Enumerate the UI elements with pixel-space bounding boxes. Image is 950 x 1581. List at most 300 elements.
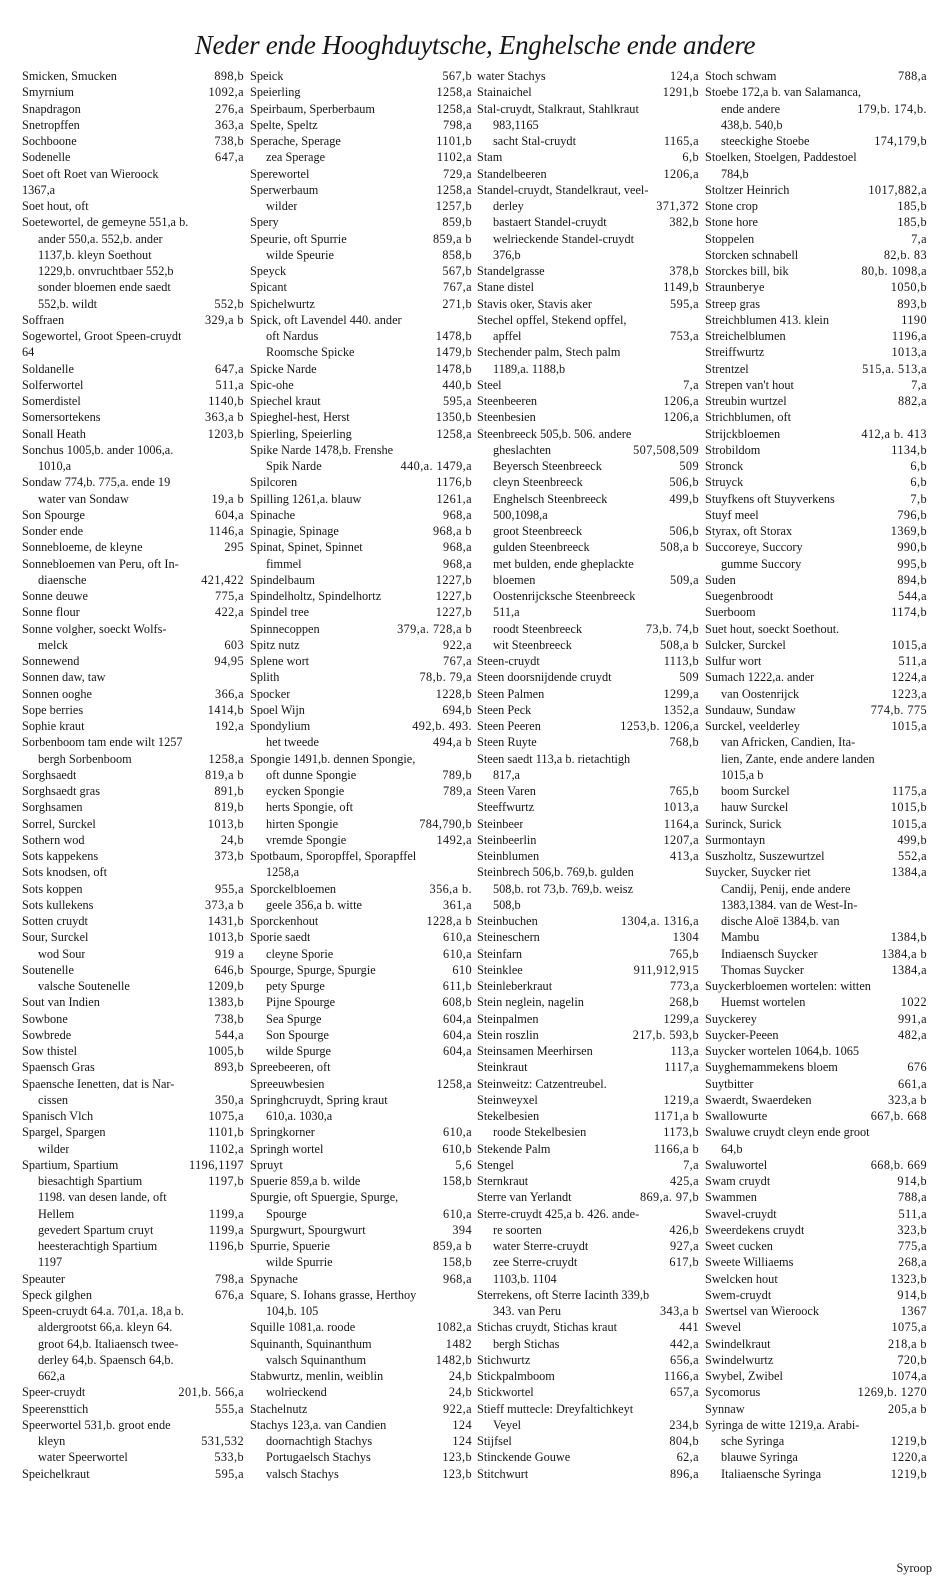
entry-term: 500,1098,a: [493, 507, 548, 522]
entry-term: Swem-cruydt: [705, 1287, 772, 1302]
entry-term: Sorbenboom tam ende wilt 1257: [22, 735, 183, 750]
entry-page-ref: 506,b: [669, 524, 699, 538]
index-entry: [477, 718, 699, 734]
entry-term: Sowbone: [22, 1011, 68, 1026]
entry-page-ref: 179,b. 174,b.: [857, 101, 927, 116]
index-entry: [22, 117, 244, 133]
index-entry: [705, 653, 927, 669]
entry-term: Steinbrech 506,b. 769,b. gulden: [477, 865, 634, 880]
index-entry: [250, 279, 472, 295]
index-entry: [250, 881, 472, 897]
index-entry: [250, 572, 472, 588]
index-entry: [250, 669, 472, 685]
index-entry: [477, 1368, 699, 1384]
entry-term: Sodenelle: [22, 150, 71, 165]
entry-page-ref: 667,b. 668: [870, 1109, 927, 1123]
entry-term: sonder bloemen ende saedt: [38, 280, 171, 295]
entry-page-ref: 610,a: [443, 1125, 472, 1140]
index-entry: [477, 1466, 699, 1482]
index-entry: [250, 799, 472, 815]
entry-page-ref: 1015,a: [891, 637, 927, 652]
entry-page-ref: 1482: [445, 1336, 472, 1351]
entry-term: 1103,b. 1104: [493, 1271, 557, 1286]
entry-page-ref: 819,b: [214, 800, 244, 815]
entry-page-ref: 1261,a: [436, 491, 472, 506]
index-entry: [705, 1043, 927, 1059]
index-entry: [705, 312, 927, 328]
index-entry: [477, 1206, 699, 1222]
index-entry: [250, 686, 472, 702]
index-entry: [477, 1027, 699, 1043]
index-entry: [477, 312, 699, 328]
index-entry: [477, 799, 699, 815]
entry-term: Stainaichel: [477, 85, 532, 100]
entry-page-ref: 611,b: [442, 979, 472, 993]
entry-page-ref: 24,b: [220, 832, 244, 847]
entry-term: Stijfsel: [477, 1434, 512, 1448]
index-entry: [250, 913, 472, 929]
entry-term: Swindelkraut: [705, 1336, 771, 1351]
entry-page-ref: 991,a: [898, 1011, 927, 1026]
index-entry: [250, 393, 472, 409]
index-entry: [250, 1433, 472, 1449]
index-entry: [477, 393, 699, 409]
index-entry: [705, 1108, 927, 1124]
entry-term: Sots kappekens: [22, 849, 99, 863]
entry-term: Sweete Williaems: [705, 1255, 794, 1270]
entry-page-ref: 1384,b: [890, 930, 927, 945]
entry-term: melck: [38, 637, 69, 652]
entry-term: Surckel, veelderley: [705, 719, 800, 733]
entry-term: Strepen van't hout: [705, 377, 794, 392]
index-entry: [22, 1303, 244, 1319]
entry-page-ref: 507,508,509: [633, 442, 699, 457]
entry-term: fimmel: [266, 556, 302, 571]
index-entry: [22, 1238, 244, 1254]
entry-page-ref: 911,912,915: [633, 962, 699, 977]
entry-page-ref: 1224,a: [891, 670, 927, 685]
entry-term: sche Syringa: [721, 1434, 785, 1448]
index-entry: [477, 556, 699, 572]
entry-term: Sochboone: [22, 134, 77, 148]
entry-term: Sots kullekens: [22, 897, 94, 912]
entry-page-ref: 968,a b: [432, 524, 472, 538]
entry-term: Stein roszlin: [477, 1027, 539, 1042]
index-entry: [22, 702, 244, 718]
entry-term: 1383,1384. van de West-In-: [721, 897, 858, 912]
entry-term: bloemen: [493, 572, 536, 587]
entry-term: Sperewortel: [250, 166, 310, 181]
index-entry: [250, 1271, 472, 1287]
index-entry: [705, 296, 927, 312]
index-entry: [477, 68, 699, 84]
entry-page-ref: 646,b: [214, 962, 244, 977]
entry-page-ref: 1140,b: [208, 394, 244, 408]
entry-page-ref: 1367: [900, 1304, 927, 1318]
entry-page-ref: 382,b: [669, 215, 699, 230]
entry-term: Streiffwurtz: [705, 345, 765, 360]
index-entry: [477, 1157, 699, 1173]
index-entry: [477, 978, 699, 994]
entry-page-ref: 552,b: [214, 296, 244, 311]
entry-term: 64: [22, 345, 35, 360]
entry-term: wilder: [266, 199, 298, 213]
index-entry: [477, 133, 699, 149]
index-entry: [705, 881, 927, 897]
entry-page-ref: 1304,a. 1316,a: [620, 914, 699, 928]
entry-term: Steenbreeck 505,b. 506. andere: [477, 426, 632, 441]
index-entry: [22, 832, 244, 848]
entry-page-ref: 894,b: [897, 572, 927, 587]
entry-page-ref: 1228,a b: [426, 914, 472, 928]
index-entry: [250, 474, 472, 490]
entry-term: Stechender palm, Stech palm: [477, 345, 621, 360]
index-entry: [477, 1449, 699, 1465]
index-entry: [705, 783, 927, 799]
index-entry: [477, 166, 699, 182]
index-entry: [22, 994, 244, 1010]
entry-page-ref: 610,a: [443, 1206, 472, 1221]
entry-page-ref: 768,b: [669, 735, 699, 750]
entry-page-ref: 656,a: [670, 1352, 699, 1367]
index-entry: [705, 1157, 927, 1173]
entry-term: Streep gras: [705, 296, 760, 311]
index-entry: [250, 767, 472, 783]
index-entry: [22, 458, 244, 474]
entry-page-ref: 350,a: [215, 1092, 244, 1107]
index-entry: [22, 1124, 244, 1140]
entry-term: Steinpalmen: [477, 1011, 539, 1026]
index-entry: [705, 166, 927, 182]
index-entry: [705, 458, 927, 474]
entry-page-ref: 158,b: [442, 1174, 472, 1188]
entry-page-ref: 668,b. 669: [870, 1157, 927, 1172]
entry-page-ref: 1258,a: [436, 101, 472, 116]
entry-page-ref: 1227,b: [435, 589, 472, 603]
entry-term: 1189,a. 1188,b: [493, 361, 566, 376]
entry-term: Enghelsch Steenbreeck: [493, 491, 608, 506]
entry-term: Snetropffen: [22, 117, 80, 132]
entry-term: Sonnebloemen van Peru, oft In-: [22, 556, 179, 571]
entry-page-ref: 1005,b: [207, 1044, 244, 1058]
entry-page-ref: 1164,a: [663, 816, 699, 831]
entry-term: met bulden, ende gheplackte: [493, 556, 634, 571]
index-entry: [250, 296, 472, 312]
index-entry: [705, 1401, 927, 1417]
index-entry: [250, 718, 472, 734]
entry-term: derley 64,b. Spaensch 64,b.: [38, 1352, 174, 1367]
index-entry: [250, 751, 472, 767]
entry-term: hirten Spongie: [266, 816, 339, 831]
index-entry: [250, 312, 472, 328]
entry-page-ref: 789,b: [442, 767, 472, 782]
entry-term: valsch Squinanthum: [266, 1352, 367, 1367]
index-entry: [22, 1287, 244, 1303]
entry-term: Steinkraut: [477, 1060, 528, 1075]
entry-term: Steineschern: [477, 930, 540, 945]
entry-term: Soffraen: [22, 312, 65, 327]
entry-term: diaensche: [38, 572, 87, 587]
entry-page-ref: 1227,b: [435, 572, 472, 587]
entry-term: 662,a: [38, 1369, 65, 1383]
entry-page-ref: 1146,a: [208, 524, 244, 538]
entry-term: Sonne volgher, soeckt Wolfs-: [22, 621, 167, 636]
entry-term: cleyne Sporie: [266, 946, 334, 961]
entry-term: Sulcker, Surckel: [705, 637, 786, 652]
index-entry: [22, 978, 244, 994]
index-entry: [705, 767, 927, 783]
index-entry: [22, 686, 244, 702]
entry-page-ref: 1369,b: [890, 524, 927, 538]
entry-page-ref: 511,a: [215, 377, 244, 392]
entry-term: Suytbitter: [705, 1076, 754, 1091]
entry-page-ref: 882,a: [898, 394, 927, 408]
entry-page-ref: 511,a: [898, 1206, 927, 1221]
index-entry: [22, 279, 244, 295]
entry-page-ref: 676,a: [215, 1287, 244, 1302]
entry-term: Spurgie, oft Spuergie, Spurge,: [250, 1190, 399, 1205]
index-entry: [22, 1417, 244, 1433]
entry-page-ref: 205,a b: [887, 1401, 927, 1416]
index-entry: [477, 182, 699, 198]
entry-term: Swevel: [705, 1320, 742, 1335]
entry-term: zea Sperage: [266, 150, 326, 165]
index-entry: [22, 296, 244, 312]
index-entry: [22, 816, 244, 832]
entry-term: Steen-cruydt: [477, 654, 540, 668]
entry-page-ref: 1258,a: [436, 426, 472, 441]
entry-term: Stichwurtz: [477, 1352, 531, 1367]
index-entry: [22, 214, 244, 230]
entry-page-ref: 323,b: [897, 1222, 927, 1237]
entry-page-ref: 356,a b.: [429, 881, 472, 896]
entry-term: Speichelkraut: [22, 1466, 90, 1481]
index-entry: [22, 1433, 244, 1449]
entry-page-ref: 363,a b: [204, 410, 244, 425]
entry-page-ref: 788,a: [898, 69, 927, 83]
index-entry: [477, 1352, 699, 1368]
entry-page-ref: 80,b. 1098,a: [861, 264, 927, 278]
entry-page-ref: 1253,b. 1206,a: [620, 719, 699, 733]
index-entry: [477, 539, 699, 555]
entry-term: 552,b. wildt: [38, 296, 98, 311]
entry-term: Somersortekens: [22, 410, 101, 425]
entry-page-ref: 914,b: [897, 1287, 927, 1302]
index-entry: [705, 848, 927, 864]
entry-term: Speierling: [250, 85, 301, 100]
entry-page-ref: 113,a: [670, 1044, 699, 1058]
entry-term: Snapdragon: [22, 101, 81, 116]
entry-term: wod Sour: [38, 946, 86, 961]
entry-page-ref: 1082,a: [436, 1320, 472, 1335]
entry-term: Swallowurte: [705, 1109, 768, 1123]
entry-term: Suycker-Peeen: [705, 1027, 779, 1042]
index-entry: [22, 1384, 244, 1400]
entry-page-ref: 174,179,b: [874, 134, 927, 148]
index-entry: [250, 816, 472, 832]
entry-page-ref: 5,6: [455, 1157, 472, 1172]
index-entry: [22, 734, 244, 750]
entry-term: Spreebeeren, oft: [250, 1060, 331, 1075]
index-entry: [250, 344, 472, 360]
index-entry: [705, 1206, 927, 1222]
index-entry: [705, 231, 927, 247]
entry-term: ander 550,a. 552,b. ander: [38, 231, 163, 246]
index-entry: [705, 897, 927, 913]
index-entry: [250, 1206, 472, 1222]
index-entry: [22, 1271, 244, 1287]
entry-page-ref: 604,a: [443, 1027, 472, 1042]
entry-page-ref: 422,a: [215, 605, 244, 620]
index-entry: [705, 978, 927, 994]
entry-term: Solferwortel: [22, 377, 84, 392]
entry-page-ref: 1075,a: [891, 1320, 927, 1335]
index-entry: [22, 166, 244, 182]
entry-term: Spargel, Spargen: [22, 1125, 106, 1140]
entry-term: Indiaensch Suycker: [721, 946, 818, 961]
entry-term: Steeffwurtz: [477, 800, 535, 815]
entry-term: Strobildom: [705, 442, 761, 457]
index-entry: [250, 832, 472, 848]
entry-page-ref: 1171,a b: [653, 1109, 699, 1123]
entry-page-ref: 509: [679, 670, 699, 685]
index-entry: [22, 718, 244, 734]
index-entry: [477, 149, 699, 165]
index-entry: [250, 507, 472, 523]
index-entry: [250, 994, 472, 1010]
index-entry: [250, 231, 472, 247]
entry-page-ref: 499,b: [669, 491, 699, 506]
entry-page-ref: 1219,b: [890, 1434, 927, 1448]
index-entry: [22, 361, 244, 377]
entry-term: 1137,b. kleyn Soethout: [38, 247, 152, 262]
index-entry: [705, 1173, 927, 1189]
entry-term: Springh wortel: [250, 1141, 324, 1156]
entry-term: Swelcken hout: [705, 1271, 778, 1286]
index-entry: [477, 1254, 699, 1270]
index-entry: [22, 312, 244, 328]
entry-term: Sorghsaedt gras: [22, 784, 100, 798]
entry-page-ref: 508,a b: [659, 637, 699, 652]
index-entry: [705, 474, 927, 490]
entry-page-ref: 426,b: [669, 1222, 699, 1237]
index-entry: [705, 1027, 927, 1043]
index-entry: [477, 994, 699, 1010]
entry-term: Stavis oker, Stavis aker: [477, 296, 592, 311]
index-entry: [250, 409, 472, 425]
entry-term: Speck gilghen: [22, 1287, 93, 1302]
index-entry: [22, 1336, 244, 1352]
entry-page-ref: 1015,b: [890, 800, 927, 815]
index-entry: [477, 84, 699, 100]
index-entry: [22, 247, 244, 263]
index-entry: [705, 263, 927, 279]
entry-term: Swam cruydt: [705, 1174, 771, 1188]
index-entry: [22, 1189, 244, 1205]
index-entry: [477, 929, 699, 945]
entry-page-ref: 1175,a: [891, 784, 927, 798]
index-entry: [477, 1287, 699, 1303]
entry-term: Springkorner: [250, 1125, 315, 1140]
entry-term: Spitz nutz: [250, 637, 300, 652]
entry-term: Soet oft Roet van Wieroock: [22, 166, 159, 181]
index-entry: [477, 962, 699, 978]
index-entry: [477, 1059, 699, 1075]
entry-page-ref: 738,b: [214, 1011, 244, 1026]
index-entry: [250, 523, 472, 539]
entry-page-ref: 7,a: [683, 377, 699, 392]
index-entry: [250, 198, 472, 214]
entry-term: Styrax, oft Storax: [705, 524, 793, 538]
index-entry: [705, 604, 927, 620]
entry-term: Sumach 1222,a. ander: [705, 670, 815, 685]
index-entry: [22, 621, 244, 637]
entry-page-ref: 6,b: [682, 150, 699, 165]
entry-term: Spynache: [250, 1271, 298, 1286]
index-entry: [250, 377, 472, 393]
index-entry: [705, 1319, 927, 1335]
index-entry: [477, 848, 699, 864]
entry-page-ref: 1017,882,a: [868, 182, 927, 197]
entry-page-ref: 893,b: [897, 296, 927, 311]
index-entry: [705, 734, 927, 750]
entry-term: cissen: [38, 1092, 69, 1107]
entry-term: Sterrekens, oft Sterre Iacinth 339,b: [477, 1287, 650, 1302]
entry-term: groot Steenbreeck: [493, 524, 583, 538]
index-entry: [22, 1401, 244, 1417]
entry-page-ref: 1015,a: [891, 816, 927, 831]
entry-term: Suyckerbloemen wortelen: witten: [705, 979, 871, 993]
entry-page-ref: 1101,b: [436, 134, 472, 148]
entry-term: Surinck, Surick: [705, 816, 782, 831]
entry-page-ref: 647,a: [215, 361, 244, 376]
index-entry: [22, 1011, 244, 1027]
entry-term: Spichelwurtz: [250, 296, 315, 311]
index-entry: [22, 474, 244, 490]
index-entry: [22, 426, 244, 442]
index-entry: [705, 1466, 927, 1482]
entry-page-ref: 533,b: [214, 1450, 244, 1465]
index-entry: [477, 231, 699, 247]
index-entry: [250, 1287, 472, 1303]
index-entry: [477, 296, 699, 312]
index-entry: [705, 344, 927, 360]
index-entry: [22, 1254, 244, 1270]
entry-term: zee Sterre-cruydt: [493, 1255, 578, 1270]
index-entry: [250, 1401, 472, 1417]
entry-term: Spourge: [266, 1206, 307, 1221]
entry-page-ref: 1101,b: [208, 1125, 244, 1140]
entry-term: Stal-cruydt, Stalkraut, Stahlkraut: [477, 101, 639, 116]
index-entry: [705, 1141, 927, 1157]
entry-term: Swaluwortel: [705, 1157, 768, 1172]
entry-term: Swammen: [705, 1190, 757, 1205]
index-entry: [705, 994, 927, 1010]
entry-page-ref: 555,a: [215, 1401, 244, 1416]
entry-page-ref: 6,b: [910, 459, 927, 473]
entry-term: Spicke Narde: [250, 361, 317, 376]
index-entry: [22, 1141, 244, 1157]
entry-term: Spieghel-hest, Herst: [250, 410, 350, 425]
index-entry: [250, 328, 472, 344]
entry-page-ref: 610: [452, 962, 472, 977]
entry-page-ref: 729,a: [443, 166, 472, 181]
entry-term: 1258,a: [266, 865, 300, 880]
entry-page-ref: 1166,a b: [653, 1141, 699, 1156]
entry-term: Speen-cruydt 64.a. 701,a. 18,a b.: [22, 1304, 184, 1318]
entry-term: gulden Steenbreeck: [493, 540, 590, 555]
entry-page-ref: 919 a: [215, 946, 244, 961]
